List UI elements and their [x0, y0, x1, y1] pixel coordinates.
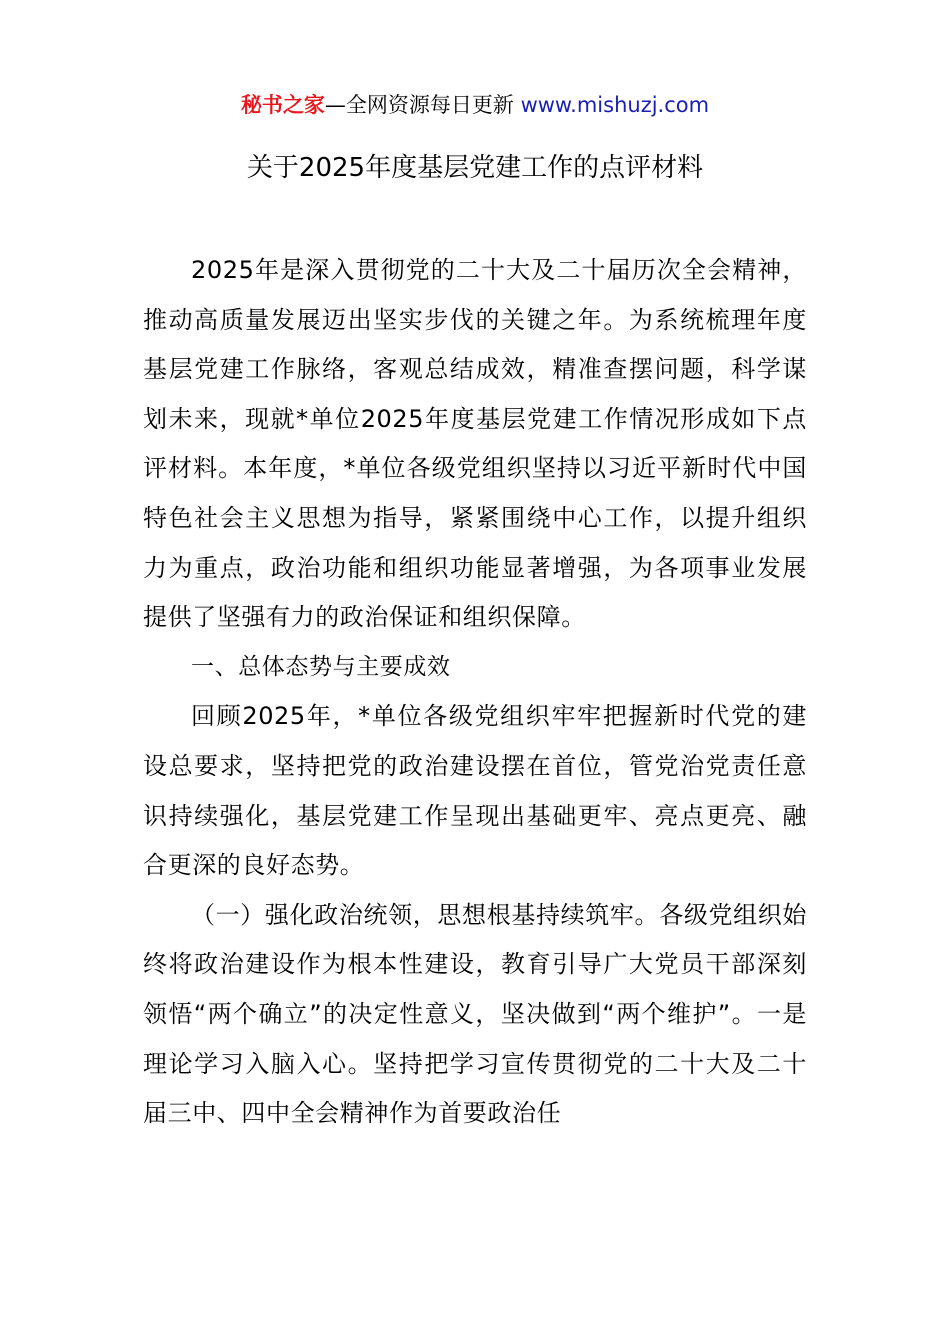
section-heading-1: 一、总体态势与主要成效	[191, 653, 451, 680]
document-title: 关于2025年度基层党建工作的点评材料	[246, 153, 704, 183]
site-url-link[interactable]: www.mishuzj.com	[520, 93, 710, 117]
brand-name: 秘书之家	[240, 93, 325, 117]
site-tagline: —全网资源每日更新	[324, 93, 521, 117]
document-body	[143, 246, 807, 1139]
intro-paragraph: 2025年是深入贯彻党的二十大及二十届历次全会精神，推动高质量发展迈出坚实步伐的关键之年。为系统梳理年度基层党建工作脉络，客观总结成效，精准查摆问题，科学谋划未来，现就*单位2025年度基层党建工作情况形成如下点评材料。本年度，*单位各级党组织坚持以习近平新时代中国特色社会主义思想为指导，紧紧围绕中心工作，以提升组织力为重点，政治功能和组织功能显著增强，为各项事业发展提供了坚强有力的政治保证和组织保障。	[143, 256, 807, 632]
section1-intro-paragraph: 回顾2025年，*单位各级党组织牢牢把握新时代党的建设总要求，坚持把党的政治建设摆在首位，管党治党责任意识持续强化，基层党建工作呈现出基础更牢、亮点更亮、融合更深的良好态势。	[143, 702, 807, 880]
site-header	[0, 86, 950, 124]
section1-point1-paragraph: （一）强化政治统领，思想根基持续筑牢。各级党组织始终将政治建设作为根本性建设，教育引导广大党员干部深刻领悟“两个确立”的决定性意义，坚决做到“两个维护”。一是理论学习入脑入心。坚持把学习宣传贯彻党的二十大及二十届三中、四中全会精神作为首要政治任	[143, 900, 807, 1128]
